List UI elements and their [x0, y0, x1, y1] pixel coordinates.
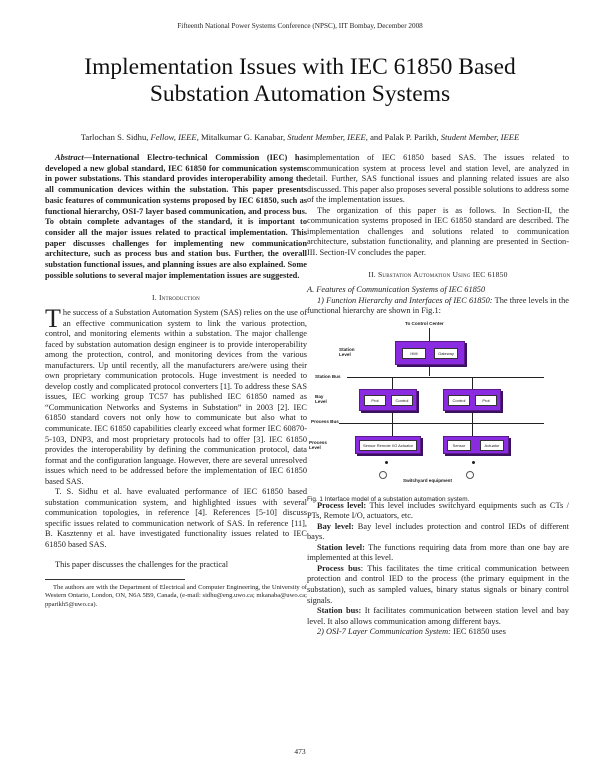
- process-level-label: Process level:: [317, 500, 367, 510]
- process-bus-label: Process bus: [317, 563, 361, 573]
- connector: [472, 412, 473, 436]
- process-bus-text: : This facilitates the time critical communication between protection and control IED to the process (the primary equipment in the substation), such as sampled values, binary status signals or binary control signals.: [307, 563, 569, 605]
- bay-level-block-right: [443, 389, 501, 411]
- author-1: Tarlochan S. Sidhu,: [80, 132, 151, 142]
- author-3: , and Palak P. Parikh,: [365, 132, 441, 142]
- footnote-divider: [45, 579, 185, 580]
- bay-right-box-1: Control: [448, 395, 470, 406]
- label-switchyard-equipment: Switchyard equipment: [403, 477, 453, 483]
- page-number: 473: [294, 747, 306, 756]
- abstract: [45, 153, 307, 281]
- section-heading-2: II. Substation Automation Using IEC 61850: [368, 270, 508, 280]
- station-level-paragraph: [307, 543, 569, 564]
- intro-paragraph-1: [45, 303, 307, 487]
- station-bus-line: [347, 377, 544, 378]
- station-box-hmi: HMI: [402, 348, 426, 359]
- process-bus-line: [339, 423, 544, 424]
- connector-dot: [385, 461, 388, 464]
- process-level-text: This level includes switchyard equipments such as CTs / PTs, Remote I/O, actuators, etc.: [307, 500, 569, 521]
- abstract-text: —International Electro-technical Commission (IEC) has developed a new global standard, IEC 61850 for communication systems in power substations. This standard provides interoperability among the all communication devices within the substation. This paper presents basic features of communication systems proposed by IEC 61850, such as functional hierarchy, OSI-7 layer based communication, and process bus. To obtain complete advantages of the standard, it is important to consider all the major issues related to practical implementation. This paper discusses challenges for implementing new communication architecture, such as process bus and station bus. Further, the overall substation functional issues, and planning issues are also explained. Some possible solutions to several major implementation issues are suggested.: [45, 153, 307, 280]
- intro-paragraph-3: This paper discusses the challenges for the practical: [55, 559, 229, 569]
- intro-paragraph-2: T. S. Sidhu et al. have evaluated performance of IEC 61850 based substation communication system, and highlighted issues with several communication topologies, in reference [4]. References [5-10] discuss specific issues related to communication network of SAS. In reference [11], B. Kasztenny et al. have investigated functionality issues related to IEC 61850 based SAS.: [45, 487, 307, 550]
- drop-cap: T: [45, 303, 61, 333]
- title-line-2: Substation Automation Systems: [149, 81, 451, 107]
- osi-layer-paragraph: [307, 627, 569, 638]
- label-process-bus: Process Bus: [311, 418, 339, 424]
- figure-1-interface-model: [307, 319, 569, 501]
- organization-paragraph: The organization of this paper is as follows. In Section-II, the communication systems proposed in IEC 61850 standard are described. The implementation challenges and solutions related to communication architecture, substation functionality, and planning are presented in Section-III. Section-IV concludes the paper.: [307, 205, 569, 257]
- osi-layer-heading: 2) OSI-7 Layer Communication System:: [317, 627, 451, 637]
- title-line-1: Implementation Issues with IEC 61850 Based: [84, 54, 516, 80]
- osi-layer-text: IEC 61850 uses: [450, 627, 506, 637]
- label-bay-level: Bay Level: [315, 393, 327, 404]
- bay-left-box-2: Control: [391, 395, 413, 406]
- station-bus-label: Station bus:: [317, 606, 362, 616]
- connector: [429, 366, 430, 376]
- bay-level-label: Bay level:: [317, 521, 354, 531]
- figure-1-caption: Fig. 1 Interface model of a substation automation system.: [307, 495, 470, 503]
- function-hierarchy-paragraph: [307, 296, 569, 317]
- station-bus-paragraph: [307, 606, 569, 627]
- function-hierarchy-text: The three levels in the functional hierarchy are shown in Fig.1:: [307, 295, 570, 316]
- section-heading-introduction: I. Introduction: [152, 293, 200, 303]
- process-level-block-left: [355, 436, 421, 454]
- subsection-heading-a: A. Features of Communication Systems of IEC 61850: [307, 285, 486, 295]
- station-level-text: The functions requiring data from more than one bay are implemented at this level.: [307, 542, 569, 563]
- label-process-level: Process Level: [309, 439, 327, 450]
- connector: [392, 377, 393, 389]
- switch-symbol-icon: [466, 471, 474, 479]
- label-station-bus: Station Bus: [315, 373, 341, 379]
- label-to-control-center: To Control Center: [405, 320, 444, 326]
- bay-level-block-left: [359, 389, 417, 411]
- process-right-box-1: Sensor: [447, 440, 471, 451]
- author-2-role: Student Member, IEEE: [287, 132, 366, 142]
- conference-header: Fifteenth National Power Systems Conference (NPSC), IIT Bombay, December 2008: [177, 22, 423, 30]
- process-bus-paragraph: [307, 564, 569, 606]
- connector: [472, 377, 473, 389]
- connector: [429, 328, 430, 341]
- connector-dot: [472, 461, 475, 464]
- bay-left-box-1: Prot: [364, 395, 386, 406]
- station-box-gateway: Gateway: [434, 348, 458, 359]
- station-level-block: [395, 341, 465, 365]
- connector: [392, 412, 393, 436]
- left-column: [45, 153, 307, 609]
- station-bus-text: It facilitates communication between station level and bay level. It also allows communication among different bays.: [307, 606, 569, 626]
- switch-symbol-icon: [379, 471, 387, 479]
- process-right-box-2: Actuator: [480, 440, 504, 451]
- process-level-block-right: [443, 436, 509, 454]
- label-station-level: Station Level: [339, 346, 355, 357]
- intro-paragraph-1-text: he success of a Substation Automation System (SAS) relies on the use of an effective communication system to link the various protection, control, and monitoring elements within a substation. The major challenge faced by substation automation design engineer is to provide interoperability among the protection, control, and monitoring devices from the various manufacturers. Up until recently, all the manufacturers are/were using their own proprietary communication protocols. Huge investment is needed to develop costly and complicated protocol converters [1]. To address these SAS issues, IEC working group TC57 has published IEC 61850 named as “Communication Networks and Systems in Substation” in 2003 [2]. IEC 61850 standard covers not only how to communicate but also what to communicate. IEC 61850 capabilities clearly exceed what former IEC 60870-5-103, DNP3, and most proprietary protocols had to offer [3]. IEC 61850 provides the interoperability by defining the communication protocol, data format and the configuration language. However, there are several unresolved issues which need to be addressed before the implementation of IEC 61850 based SAS.: [45, 307, 307, 486]
- bay-level-text: Bay level includes protection and control IEDs of different bays.: [307, 521, 569, 542]
- station-level-label: Station level:: [317, 542, 365, 552]
- intro-continued-paragraph: implementation of IEC 61850 based SAS. The issues related to communication system at process level and station level, are analyzed in detail. Further, SAS functional issues and planning related issues are also discussed. This paper also proposes several possible solutions to address some of the implementation issues.: [307, 153, 569, 205]
- author-list: [60, 132, 540, 144]
- author-affiliation-footnote: The authors are with the Department of Electrical and Computer Engineering, the University of Western Ontario, London, ON, N6A 5B9, Canada, (e-mail: sidhu@eng.uwo.ca; mkanaba@uwo.ca; pparikh5@uwo.ca).: [45, 584, 307, 608]
- author-3-role: Student Member, IEEE: [440, 132, 520, 142]
- process-left-box: Sensor Remote I/O Actuator: [359, 440, 417, 451]
- author-2: , Mitalkumar G. Kanabar,: [196, 132, 288, 142]
- author-1-role: Fellow, IEEE: [150, 132, 197, 142]
- abstract-label: Abstract: [55, 153, 84, 162]
- bay-level-paragraph: [307, 522, 569, 543]
- subsub-heading-1: 1) Function Hierarchy and Interfaces of IEC 61850:: [317, 295, 493, 305]
- paper-title: [0, 54, 600, 108]
- bay-right-box-2: Prot: [475, 395, 497, 406]
- right-column: [307, 153, 569, 638]
